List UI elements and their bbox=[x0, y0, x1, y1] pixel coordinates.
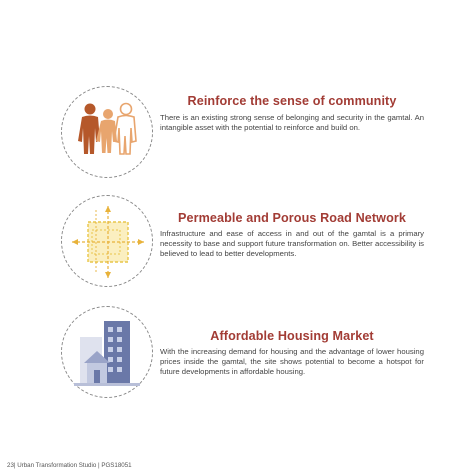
section-title: Reinforce the sense of community bbox=[187, 94, 397, 108]
section-body: Infrastructure and ease of access in and out of the gamtal is a primary necessity to base and support future transformation on. Better accessibility is believed to lead to better developments. bbox=[160, 229, 424, 259]
section-body: There is an existing strong sense of belonging and security in the gamtal. An intangible asset with the potential to reinforce and build on. bbox=[160, 113, 424, 133]
community-people-icon bbox=[62, 87, 154, 179]
page-footer: 23| Urban Transformation Studio | PGS18051 bbox=[7, 462, 132, 469]
section-body: With the increasing demand for housing and the advantage of lower housing prices inside the gamtal, the site shows potential to become a hotspot for future developments in affordable housing. bbox=[160, 347, 424, 377]
icon-circle bbox=[61, 86, 153, 178]
housing-buildings-icon bbox=[62, 307, 154, 399]
road-network-grid-icon bbox=[62, 196, 154, 288]
section-title: Affordable Housing Market bbox=[210, 329, 374, 343]
icon-circle bbox=[61, 306, 153, 398]
icon-circle bbox=[61, 195, 153, 287]
section-title: Permeable and Porous Road Network bbox=[178, 211, 406, 225]
